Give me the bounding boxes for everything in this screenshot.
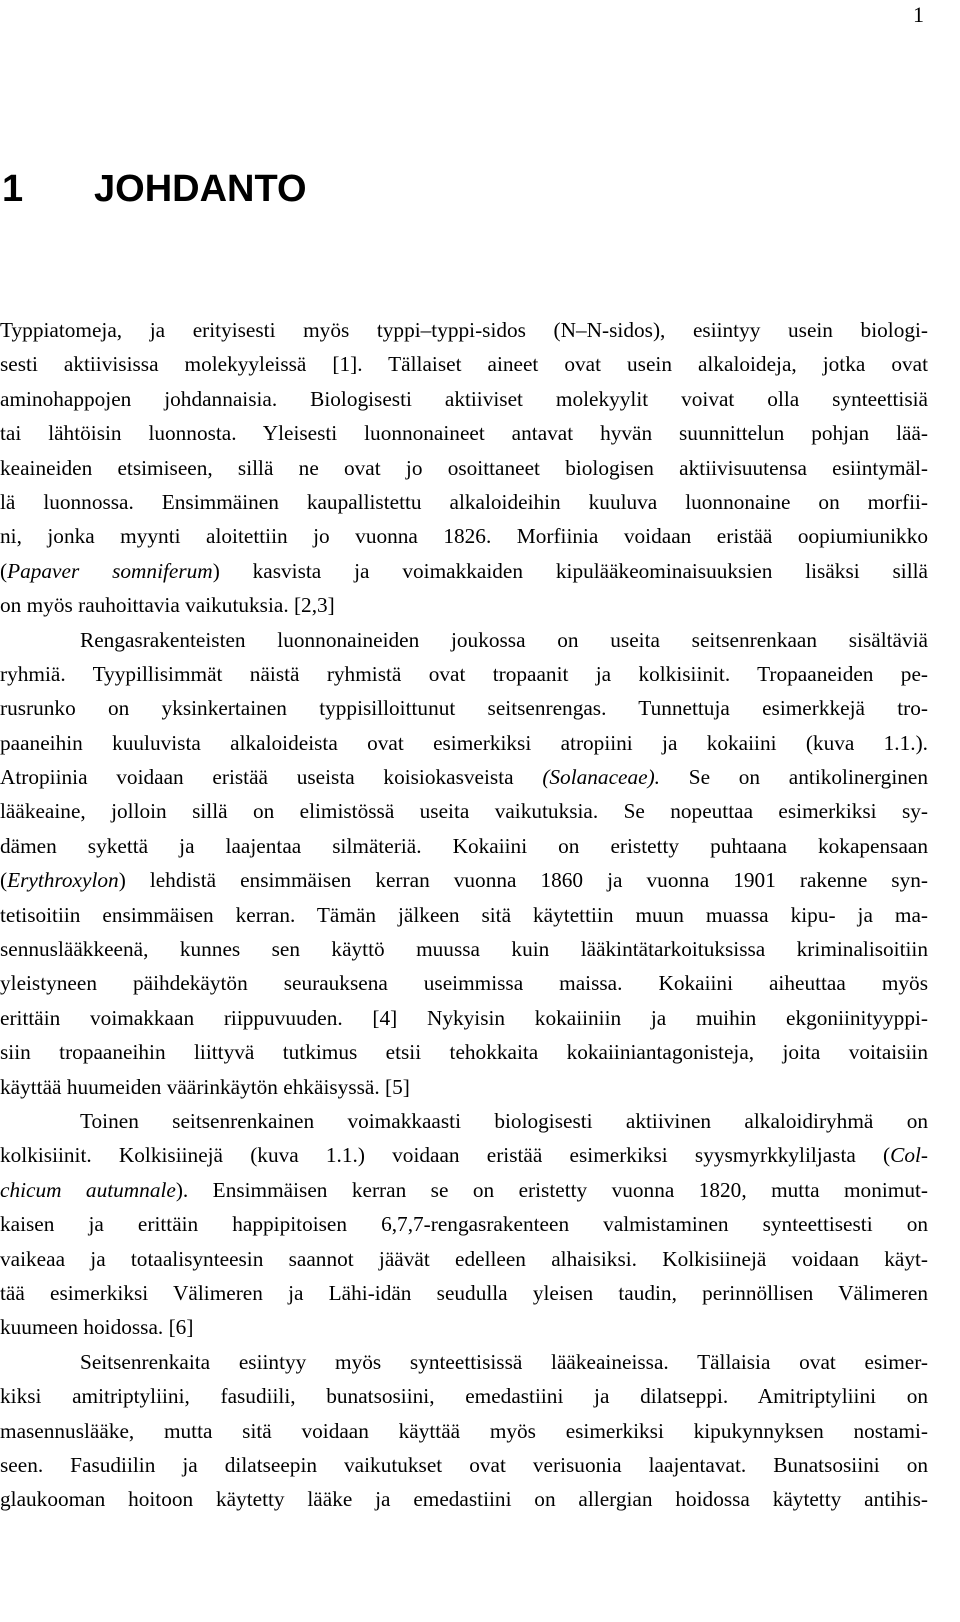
italic-term: Col-: [890, 1143, 928, 1168]
text-line: Typpiatomeja, ja erityisesti myös typpi–typpi-sidos (N–N-sidos), esiintyy usein biologi-: [0, 318, 928, 342]
paragraph-start-line: Toinen seitsenrenkainen voimakkaasti biologisesti aktiivinen alkaloidiryhmä on: [80, 1108, 928, 1133]
text-line: aminohappojen johdannaisia. Biologisesti aktiiviset molekyylit voivat olla synteettisiä: [0, 386, 928, 411]
text-line: on myös rauhoittavia vaikutuksia. [2,3]: [0, 593, 335, 618]
italic-term: (Solanaceae).: [542, 765, 660, 790]
text-line: ryhmiä. Tyypillisimmät näistä ryhmistä ovat tropaanit ja kolkisiinit. Tropaaneiden pe-: [0, 661, 928, 686]
text-line: tää esimerkiksi Välimeren ja Lähi-idän seudulla yleisen taudin, perinnöllisen Välimeren: [0, 1280, 928, 1305]
text-line: glaukooman hoitoon käytetty lääke ja emedastiini on allergian hoidossa käytetty antihis-: [0, 1487, 928, 1512]
text-line: tai lähtöisin luonnosta. Yleisesti luonnonaineet antavat hyvän suunnittelun pohjan lää-: [0, 421, 928, 446]
chapter-number: 1: [2, 168, 24, 210]
text-line: sennuslääkkeenä, kunnes sen käyttö muussa kuin lääkintätarkoituksissa kriminalisoitiin: [0, 937, 928, 962]
text-line: (Erythroxylon) lehdistä ensimmäisen kerran vuonna 1860 ja vuonna 1901 rakenne syn-: [0, 868, 928, 893]
text-line: (Papaver somniferum) kasvista ja voimakkaiden kipulääkeominaisuuksien lisäksi sillä: [0, 558, 929, 583]
text-line: erittäin voimakkaan riippuvuuden. [4] Nykyisin kokaiiniin ja muihin ekgoniinityyppi-: [0, 1005, 928, 1030]
body-text: [0, 313, 928, 1517]
paragraph-start-line: Seitsenrenkaita esiintyy myös synteettisissä lääkeaineissa. Tällaisia ovat esimer-: [80, 1349, 928, 1374]
text-line: Atropiinia voidaan eristää useista koisiokasveista (Solanaceae). Se on antikolinerginen: [0, 765, 928, 790]
text-line: chicum autumnale). Ensimmäisen kerran se on eristetty vuonna 1820, mutta monimut-: [0, 1177, 928, 1202]
text-line: sesti aktiivisissa molekyyleissä [1]. Tällaiset aineet ovat usein alkaloideja, jotka ovat: [0, 352, 928, 377]
text-line: siin tropaaneihin liittyvä tutkimus etsii tehokkaita kokaiiniantagonisteja, joita voitaisiin: [0, 1040, 928, 1065]
text-line: kolkisiinit. Kolkisiinejä (kuva 1.1.) voidaan eristää esimerkiksi syysmyrkkyliljasta (Col-: [0, 1143, 928, 1168]
text-line: ni, jonka myynti aloitettiin jo vuonna 1826. Morfiinia voidaan eristää oopiumiunikko: [0, 524, 928, 549]
text-line: keaineiden etsimiseen, sillä ne ovat jo osoittaneet biologisen aktiivisuutensa esiintymäl-: [0, 455, 928, 480]
chapter-heading: [2, 166, 307, 212]
text-line: kaisen ja erittäin happipitoisen 6,7,7-rengasrakenteen valmistaminen synteettisesti on: [0, 1212, 928, 1237]
chapter-title: JOHDANTO: [94, 168, 307, 210]
text-line: dämen sykettä ja laajentaa silmäteriä. Kokaiini on eristetty puhtaana kokapensaan: [0, 833, 928, 858]
text-line: käyttää huumeiden väärinkäytön ehkäisyssä. [5]: [0, 1074, 410, 1099]
paragraph-start-line: Rengasrakenteisten luonnonaineiden joukossa on useita seitsenrenkaan sisältäviä: [80, 627, 928, 652]
italic-term: Erythroxylon: [7, 868, 119, 893]
text-line: lä luonnossa. Ensimmäinen kaupallistettu alkaloideihin kuuluva luonnonaine on morfii-: [0, 489, 928, 514]
text-line: seen. Fasudiilin ja dilatseepin vaikutukset ovat verisuonia laajentavat. Bunatsosiini on: [0, 1452, 928, 1477]
text-line: vaikeaa ja totaalisynteesin saannot jäävät edelleen alhaisiksi. Kolkisiinejä voidaan käyt-: [0, 1246, 928, 1271]
text-line: masennuslääke, mutta sitä voidaan käyttää myös esimerkiksi kipukynnyksen nostami-: [0, 1418, 928, 1443]
text-line: kuumeen hoidossa. [6]: [0, 1315, 194, 1340]
text-line: lääkeaine, jolloin sillä on elimistössä useita vaikutuksia. Se nopeuttaa esimerkiksi sy-: [0, 799, 928, 824]
italic-term: chicum autumnale: [0, 1177, 176, 1202]
page-number: 1: [913, 2, 924, 27]
text-line: kiksi amitriptyliini, fasudiili, bunatsosiini, emedastiini ja dilatseppi. Amitriptyliini on: [0, 1384, 928, 1409]
text-line: paaneihin kuuluvista alkaloideista ovat esimerkiksi atropiini ja kokaiini (kuva 1.1.).: [0, 730, 928, 755]
text-line: yleistyneen päihdekäytön seurauksena useimmissa maissa. Kokaiini aiheuttaa myös: [0, 971, 928, 996]
text-line: rusrunko on yksinkertainen typpisilloittunut seitsenrengas. Tunnettuja esimerkkejä tro-: [0, 696, 928, 721]
italic-term: Papaver somniferum: [7, 558, 213, 583]
text-line: tetisoitiin ensimmäisen kerran. Tämän jälkeen sitä käytettiin muun muassa kipu- ja ma-: [0, 902, 928, 927]
